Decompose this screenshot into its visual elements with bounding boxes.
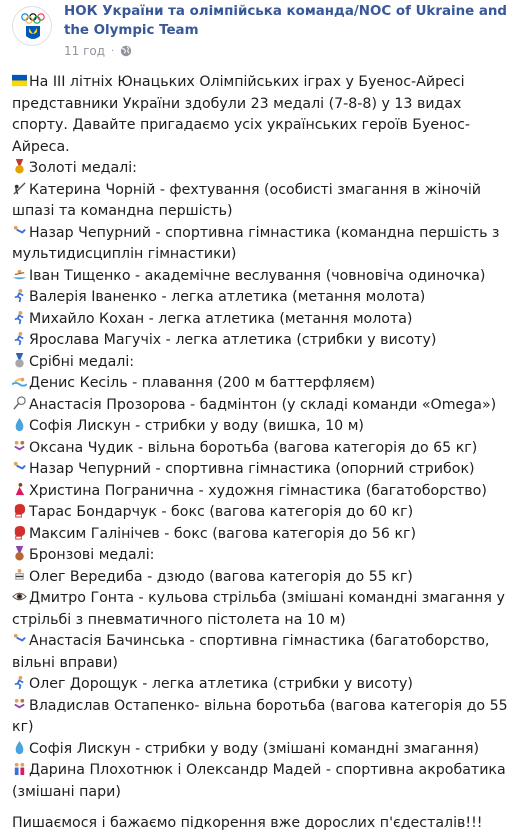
wrestling-icon — [12, 697, 27, 712]
medal-entry: Олег Дорощук - легка атлетика (стрибки у висоту) — [12, 674, 520, 696]
swimmer-icon — [12, 374, 27, 389]
bronze-heading: Бронзові медалі: — [12, 545, 520, 567]
runner-icon — [12, 288, 27, 303]
ukraine-flag-icon — [12, 73, 27, 88]
page-name-link[interactable]: НОК України та олімпійська команда/NOC of Ukraine and the Olympic Team — [64, 4, 508, 38]
medal-entry: Дарина Плохотнюк і Олександр Мадей - спортивна акробатика (змішані пари) — [12, 762, 506, 800]
silver-list — [12, 373, 520, 545]
runner-icon — [12, 675, 27, 690]
couple-icon — [12, 761, 27, 776]
rowing-icon — [12, 267, 27, 282]
silver-medal-icon — [12, 353, 27, 368]
badminton-icon — [12, 396, 27, 411]
bronze-list — [12, 567, 520, 804]
medal-entry: Владислав Остапенко- вільна боротьба (вагова категорія до 55 кг) — [12, 697, 508, 735]
silver-heading: Срібні медалі: — [12, 352, 520, 374]
medal-entry: Денис Кесіль - плавання (200 м баттерфляєм) — [12, 373, 520, 395]
medal-entry: Анастасія Прозорова - бадмінтон (у складі команди «Omega») — [12, 395, 520, 417]
page-avatar[interactable] — [12, 6, 52, 46]
runner-icon — [12, 331, 27, 346]
medal-entry: Іван Тищенко - академічне веслування (човновіча одиночка) — [12, 266, 520, 288]
fencing-icon — [12, 181, 27, 196]
boxing-glove-icon — [12, 503, 27, 518]
medal-entry: Валерія Іваненко - легка атлетика (метання молота) — [12, 287, 520, 309]
gymnastics-icon — [12, 632, 27, 647]
post-timestamp[interactable]: 11 год — [64, 44, 106, 58]
globe-icon — [120, 45, 132, 57]
medal-entry: Оксана Чудик - вільна боротьба (вагова категорія до 65 кг) — [12, 438, 520, 460]
wrestling-icon — [12, 439, 27, 454]
judo-icon — [12, 568, 27, 583]
boxing-glove-icon — [12, 525, 27, 540]
gold-medal-icon — [12, 159, 27, 174]
gold-list — [12, 180, 520, 352]
medal-entry: Дмитро Гонта - кульова стрільба (змішані командні змагання у стрільбі з пневматичного пістолета на 10 м) — [12, 590, 505, 628]
closing-line: Пишаємося і бажаємо підкорення вже дорослих п'єдесталів!!! — [12, 815, 483, 831]
droplet-icon — [12, 417, 27, 432]
medal-entry: Катерина Чорній - фехтування (особисті змагання в жіночій шпазі та командна першість) — [12, 181, 481, 219]
gymnastics-icon — [12, 460, 27, 475]
medal-entry: Анастасія Бачинська - спортивна гімнастика (багатоборство, вільні вправи) — [12, 633, 490, 671]
medal-entry: Софія Лискун - стрибки у воду (вишка, 10 м) — [12, 416, 520, 438]
medal-entry: Максим Галінічев - бокс (вагова категорія до 56 кг) — [12, 524, 520, 546]
gymnastics-icon — [12, 224, 27, 239]
medal-entry: Ярослава Магучіх - легка атлетика (стрибки у висоту) — [12, 330, 520, 352]
dancer-icon — [12, 482, 27, 497]
post-meta: 11 год · — [64, 44, 132, 58]
medal-entry: Михайло Кохан - легка атлетика (метання молота) — [12, 309, 520, 331]
medal-entry: Тарас Бондарчук - бокс (вагова категорія до 60 кг) — [12, 502, 520, 524]
medal-entry: Христина Погранична - художня гімнастика (багатоборство) — [12, 481, 520, 503]
post-body — [12, 72, 520, 835]
gold-heading: Золоті медалі: — [12, 158, 520, 180]
medal-entry: Назар Чепурний - спортивна гімнастика (командна першість з мультидисциплін гімнастики) — [12, 224, 500, 262]
eye-icon — [12, 589, 27, 604]
bronze-medal-icon — [12, 546, 27, 561]
medal-entry: Софія Лискун - стрибки у воду (змішані командні змагання) — [12, 739, 520, 761]
medal-entry: Олег Вередиба - дзюдо (вагова категорія до 55 кг) — [12, 567, 520, 589]
droplet-icon — [12, 740, 27, 755]
medal-entry: Назар Чепурний - спортивна гімнастика (опорний стрибок) — [12, 459, 520, 481]
post-header — [12, 0, 522, 60]
intro-paragraph: На ІІІ літніх Юнацьких Олімпійських іграх у Буенос-Айресі представники України здобули 23 медалі (7-8-8) у 13 видах спорту. Давайте пригадаємо усіх українських героїв Буенос-Айреса. — [12, 74, 471, 155]
runner-icon — [12, 310, 27, 325]
noc-logo-icon — [13, 7, 52, 46]
